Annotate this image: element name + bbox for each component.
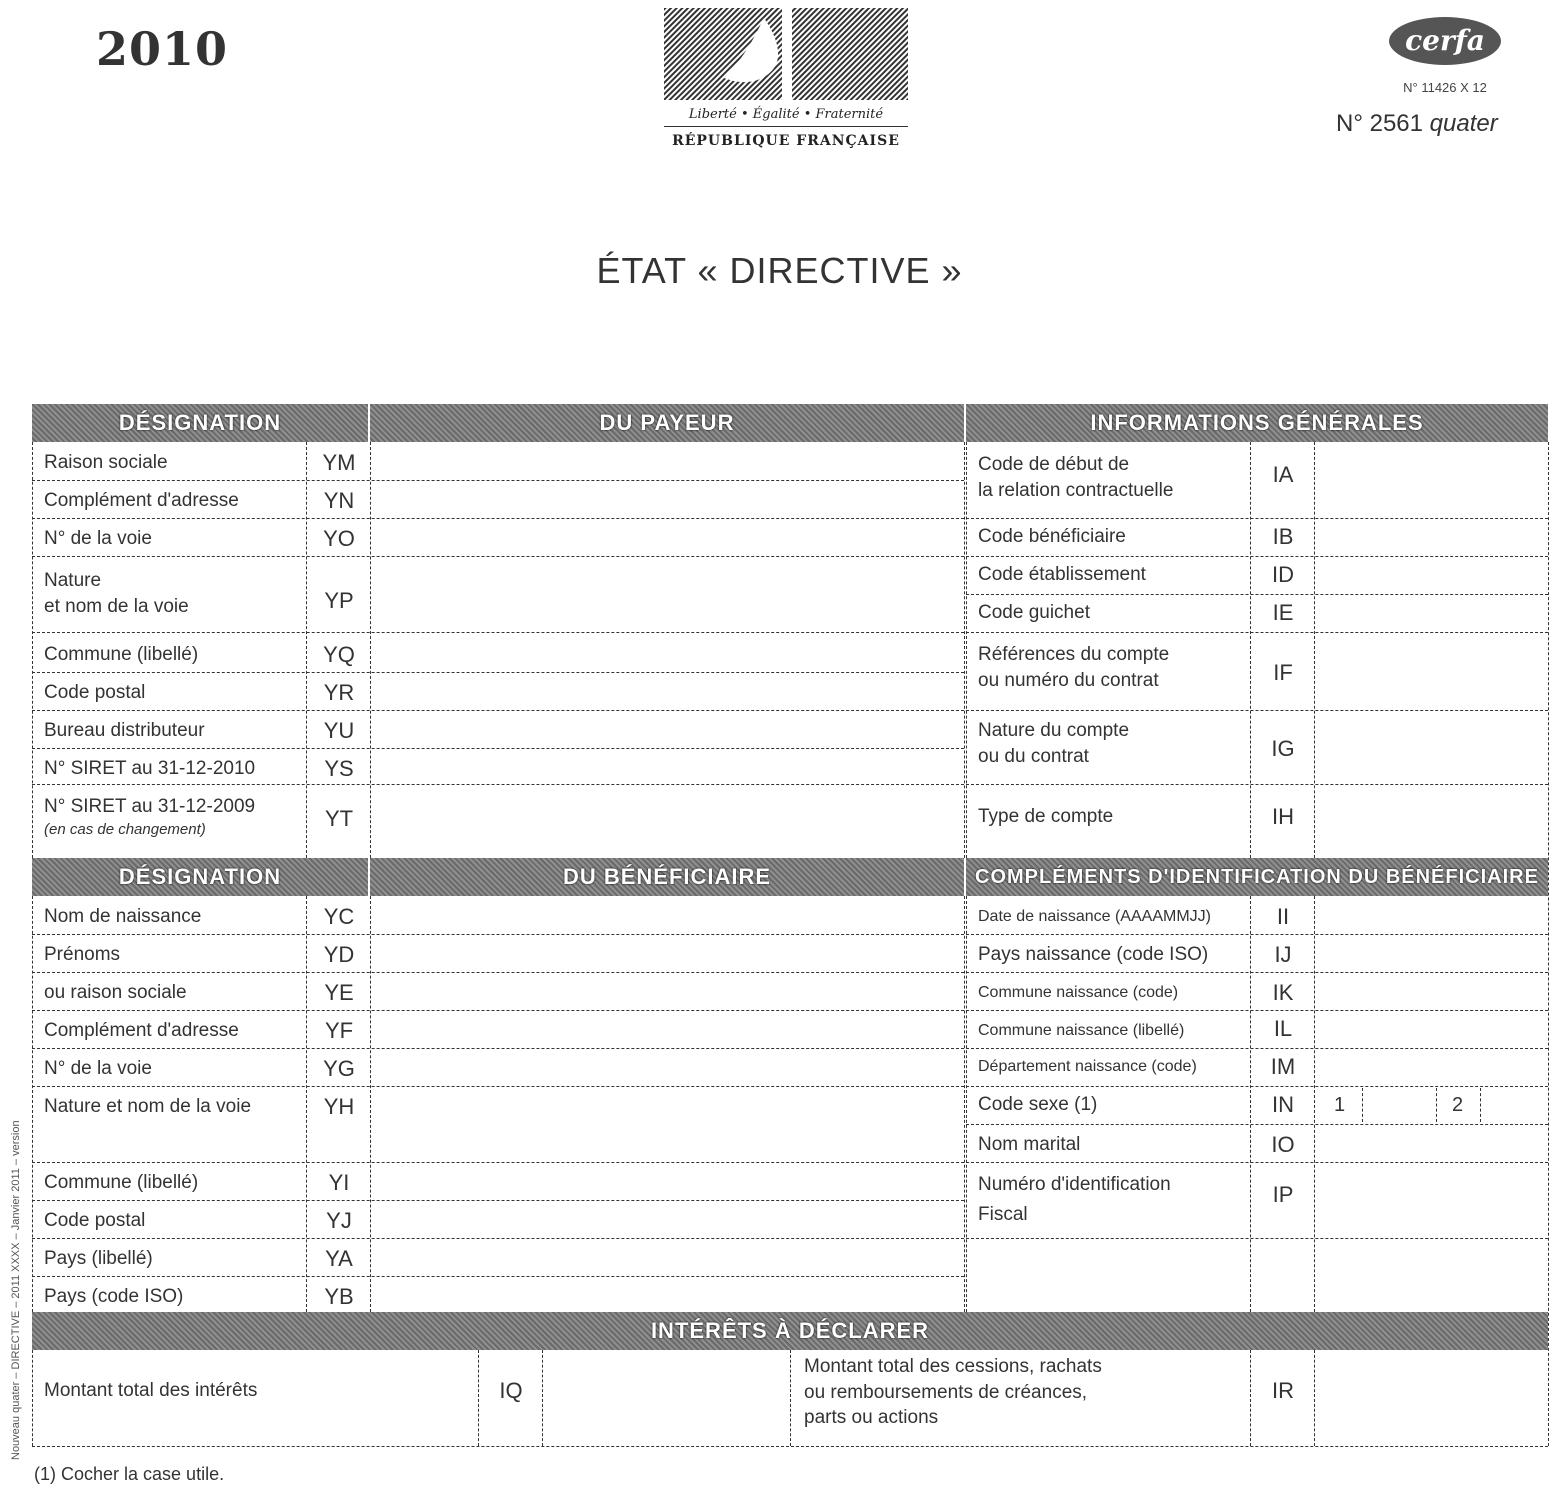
form-year: 2010 [96,22,229,76]
row-line [32,972,964,973]
row-line [32,632,964,633]
column-line [1250,442,1251,858]
field-YI[interactable] [372,1164,962,1198]
code-YB: YB [324,1284,354,1309]
field-YB[interactable] [372,1278,962,1310]
sexe-option-1-label: 1 [1334,1094,1346,1116]
code-YT: YT [324,806,354,831]
row-line [32,1276,964,1277]
label-commune-naissance-libelle: Commune naissance (libellé) [978,1022,1185,1039]
field-IA[interactable] [1316,444,1546,516]
field-YR[interactable] [372,674,962,708]
field-IQ[interactable] [544,1352,788,1444]
code-IE: IE [1272,600,1294,625]
code-YS: YS [324,756,354,781]
row-line [966,1162,1548,1163]
column-line [478,1350,479,1446]
field-IL[interactable] [1316,1012,1546,1046]
field-IH[interactable] [1316,786,1546,856]
code-YF: YF [324,1018,354,1043]
field-IJ[interactable] [1316,936,1546,970]
row-line [966,518,1548,519]
code-IH: IH [1272,804,1294,829]
label-code-debut-relation [978,452,1173,503]
label-nature-compte-line1: Nature du compte [978,720,1130,741]
field-YF[interactable] [372,1012,962,1046]
field-IP[interactable] [1316,1164,1546,1236]
row-line [32,480,964,481]
column-line [790,1350,791,1446]
code-IK: IK [1272,980,1294,1005]
label-pays-libelle: Pays (libellé) [44,1248,153,1269]
field-IO[interactable] [1316,1126,1546,1160]
form-number-main: N° 2561 [1336,110,1423,137]
field-YN[interactable] [372,482,962,516]
label-numero-fiscal [978,1170,1171,1231]
code-IM: IM [1270,1054,1296,1079]
code-YH: YH [323,1094,355,1119]
code-IG: IG [1271,736,1295,761]
label-numero-voie-benef: N° de la voie [44,1058,152,1079]
label-numero-fiscal-line1: Numéro d'identification [978,1174,1171,1195]
field-IR[interactable] [1316,1352,1546,1444]
compl-header: COMPLÉMENTS D'IDENTIFICATION DU BÉNÉFICIAIRE [966,858,1548,896]
code-IP: IP [1272,1182,1294,1207]
row-line [966,1010,1548,1011]
label-code-debut-relation-line1: Code de début de [978,454,1130,475]
field-YD[interactable] [372,936,962,970]
field-YH[interactable] [372,1088,962,1160]
label-code-etablissement: Code établissement [978,564,1146,585]
benef-header-designation: DÉSIGNATION [32,858,368,896]
payeur-header-du-payeur: DU PAYEUR [370,404,964,442]
row-line [966,1048,1548,1049]
code-ID: ID [1272,562,1294,587]
row-line [966,1086,1548,1087]
column-line [964,896,965,1312]
column-line [1314,442,1315,858]
code-IF: IF [1273,660,1293,685]
label-complement-adresse: Complément d'adresse [44,490,239,511]
code-IR: IR [1272,1378,1294,1403]
row-line [32,1086,964,1087]
label-code-sexe: Code sexe (1) [978,1094,1098,1115]
code-IL: IL [1273,1016,1293,1041]
column-line [542,1350,543,1446]
field-YT[interactable] [372,786,962,856]
cerfa-number: N° 11426 X 12 [1403,80,1487,95]
field-YA[interactable] [372,1240,962,1274]
row-line [32,784,964,785]
field-YC[interactable] [372,898,962,932]
code-YR: YR [323,680,355,705]
label-pays-code: Pays (code ISO) [44,1286,184,1307]
label-siret-2009-line2: (en cas de changement) [44,820,206,838]
column-line [966,442,967,858]
sexe-option-2-label: 2 [1452,1094,1464,1116]
field-IK[interactable] [1316,974,1546,1008]
row-line [966,710,1548,711]
row-line [966,934,1548,935]
label-type-compte: Type de compte [978,806,1114,827]
row-line [966,556,1548,557]
column-line [306,896,307,1312]
code-YD: YD [323,942,355,967]
info-header: INFORMATIONS GÉNÉRALES [966,404,1548,442]
field-IB[interactable] [1316,520,1546,554]
field-IF[interactable] [1316,634,1546,708]
code-YP: YP [324,588,354,613]
field-YO[interactable] [372,520,962,554]
row-line [32,934,964,935]
column-line [1314,896,1315,1312]
label-nature-compte-line2: ou du contrat [978,745,1089,767]
code-YQ: YQ [323,642,355,667]
label-nature-voie-line1: Nature [44,570,102,591]
code-IA: IA [1272,462,1294,487]
label-code-postal-benef: Code postal [44,1210,146,1231]
row-line [32,710,964,711]
row-line [966,972,1548,973]
cerfa-logo-icon [1388,16,1502,66]
sexe-checkbox-2[interactable] [1482,1090,1546,1120]
motto-text: Liberté • Égalité • Fraternité [664,107,908,127]
field-YQ[interactable] [372,634,962,670]
column-line [1250,896,1251,1312]
field-IE[interactable] [1316,596,1546,630]
label-nature-voie-line2: et nom de la voie [44,595,189,617]
side-reference [4,700,28,1460]
field-IM[interactable] [1316,1050,1546,1084]
field-YE[interactable] [372,974,962,1008]
label-numero-voie: N° de la voie [44,528,152,549]
column-line [370,896,371,1312]
marianne-emblem-icon [664,8,908,100]
republique-text: RÉPUBLIQUE FRANÇAISE [672,133,900,149]
cerfa-logo-text: cerfa [1405,24,1485,57]
label-nom-naissance: Nom de naissance [44,906,202,927]
field-YU[interactable] [372,712,962,746]
code-YO: YO [323,526,355,551]
column-line [966,896,967,1312]
label-nom-marital: Nom marital [978,1134,1081,1155]
row-line [32,518,964,519]
column-line [964,442,965,858]
label-code-beneficiaire: Code bénéficiaire [978,526,1126,547]
row-line [32,556,964,557]
field-YG[interactable] [372,1050,962,1084]
label-references-compte-line2: ou numéro du contrat [978,669,1159,691]
label-numero-fiscal-line2: Fiscal [978,1204,1028,1226]
checkbox-line [1480,1088,1481,1122]
label-code-debut-relation-line2: la relation contractuelle [978,479,1174,501]
field-YS[interactable] [372,750,962,782]
label-montant-cessions-line1: Montant total des cessions, rachats [804,1356,1102,1377]
label-date-naissance: Date de naissance (AAAAMMJJ) [978,908,1211,925]
code-YE: YE [324,980,354,1005]
label-montant-interets: Montant total des intérêts [44,1380,258,1401]
code-YA: YA [325,1246,353,1271]
form-number-suffix: quater [1429,110,1498,137]
page-title: ÉTAT « DIRECTIVE » [596,250,963,291]
row-line [966,594,1548,595]
frame-line [1548,442,1549,1446]
label-commune-benef: Commune (libellé) [44,1172,199,1193]
label-complement-adresse-benef: Complément d'adresse [44,1020,239,1041]
checkbox-line [1362,1088,1363,1122]
label-references-compte-line1: Références du compte [978,644,1170,665]
label-departement-naissance: Département naissance (code) [978,1058,1197,1075]
row-line [32,672,964,673]
row-line [966,784,1548,785]
payeur-header-designation: DÉSIGNATION [32,404,368,442]
label-nature-voie [44,568,189,619]
column-line [1250,1350,1251,1446]
row-line [966,632,1548,633]
column-line [306,442,307,858]
label-pays-naissance: Pays naissance (code ISO) [978,944,1209,965]
label-commune: Commune (libellé) [44,644,199,665]
label-siret-2009 [44,794,255,840]
label-montant-cessions-line3: parts ou actions [804,1407,939,1429]
label-code-guichet: Code guichet [978,602,1090,623]
code-IQ: IQ [499,1378,523,1403]
label-references-compte [978,642,1169,693]
checkbox-line [1436,1088,1437,1122]
code-YG: YG [323,1056,355,1081]
frame-line [32,1350,33,1446]
frame-line [32,896,33,1312]
column-line [1314,1350,1315,1446]
field-ID[interactable] [1316,558,1546,592]
field-II[interactable] [1316,898,1546,932]
interets-header: INTÉRÊTS À DÉCLARER [32,1312,1548,1350]
label-raison-sociale: Raison sociale [44,452,168,473]
column-line [370,442,371,858]
row-line [32,1200,964,1201]
label-prenoms: Prénoms [44,944,121,965]
row-line [966,1124,1548,1125]
field-YP[interactable] [372,558,962,628]
row-line [32,1238,964,1239]
code-YN: YN [323,488,355,513]
footnote: (1) Cocher la case utile. [34,1464,225,1484]
label-bureau-distributeur: Bureau distributeur [44,720,205,741]
code-YM: YM [322,450,356,475]
field-IG[interactable] [1316,712,1546,782]
code-IO: IO [1271,1132,1295,1157]
label-montant-cessions [804,1354,1102,1431]
code-YC: YC [323,904,355,929]
row-line [966,1238,1548,1239]
field-YM[interactable] [372,444,962,478]
label-montant-cessions-line2: ou remboursements de créances, [804,1381,1088,1403]
code-IJ: IJ [1274,942,1292,967]
side-reference-text: Nouveau quater – DIRECTIVE – 2011 XXXX – Janvier 2011 – version [10,1120,22,1460]
label-siret-2009-line1: N° SIRET au 31-12-2009 [44,796,256,817]
code-YJ: YJ [326,1208,352,1233]
code-YU: YU [323,718,355,743]
code-II: II [1276,904,1290,929]
row-line [32,1162,964,1163]
row-line [32,1010,964,1011]
row-line [32,1048,964,1049]
label-nature-compte [978,718,1129,769]
frame-line [32,1446,1548,1447]
code-IN: IN [1272,1092,1294,1117]
label-nature-voie-benef: Nature et nom de la voie [44,1096,252,1117]
form-number [1336,110,1498,138]
sexe-checkbox-1[interactable] [1364,1090,1434,1120]
frame-line [32,442,33,858]
code-YI: YI [328,1170,350,1195]
label-code-postal: Code postal [44,682,146,703]
label-raison-sociale-benef: ou raison sociale [44,982,187,1003]
benef-header-du-beneficiaire: DU BÉNÉFICIAIRE [370,858,964,896]
code-IB: IB [1272,524,1294,549]
marianne-logo [664,8,908,149]
row-line [32,748,964,749]
field-YJ[interactable] [372,1202,962,1236]
label-siret-2010: N° SIRET au 31-12-2010 [44,758,256,779]
label-commune-naissance-code: Commune naissance (code) [978,984,1179,1001]
